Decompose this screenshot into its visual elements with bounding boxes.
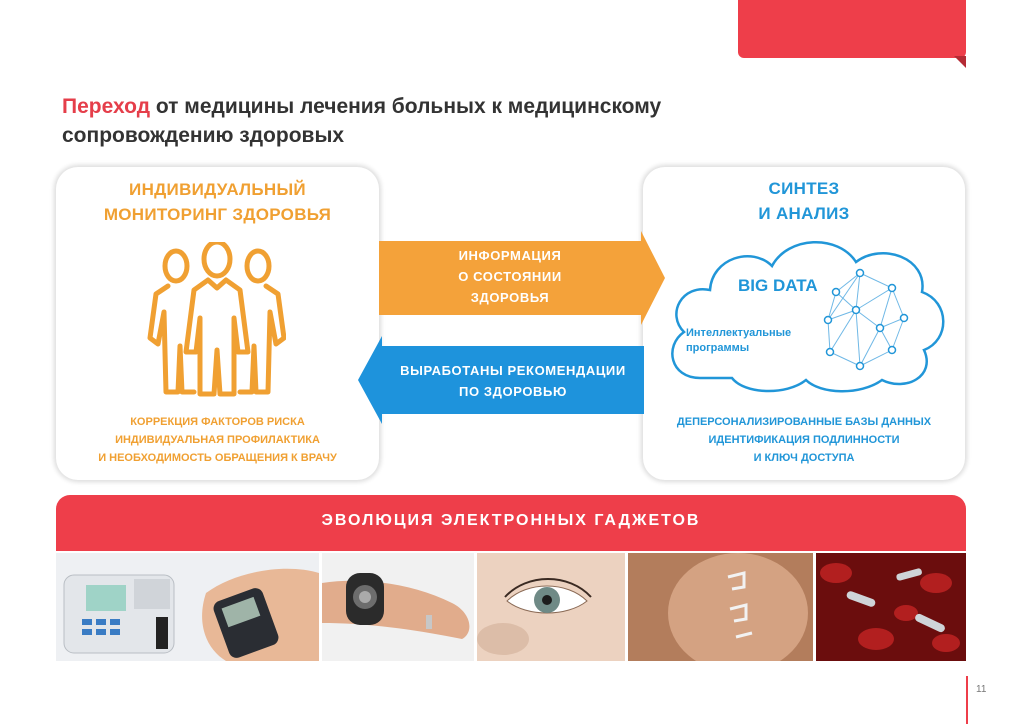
health-info-arrow-label bbox=[379, 245, 641, 308]
page-number: 11 bbox=[976, 684, 987, 695]
cloud-icon bbox=[660, 228, 950, 398]
analysis-heading bbox=[643, 176, 965, 226]
intelligent-programs-label: Интеллектуальные программы bbox=[686, 327, 792, 354]
photo-eye-lens bbox=[477, 553, 625, 661]
big-data-label: BIG DATA bbox=[738, 276, 818, 295]
monitoring-panel bbox=[56, 167, 379, 480]
analysis-foot-line3: И КЛЮЧ ДОСТУПА bbox=[753, 452, 855, 464]
slide-title bbox=[62, 92, 802, 150]
photo-analyzer-glucometer bbox=[56, 553, 319, 661]
photo-wrist-device bbox=[322, 553, 474, 661]
top-tab-fold bbox=[954, 56, 966, 68]
monitoring-heading bbox=[56, 177, 379, 227]
top-tab-decoration bbox=[738, 0, 966, 58]
monitoring-heading-line1: ИНДИВИДУАЛЬНЫЙ bbox=[129, 180, 306, 199]
monitoring-foot-line3: И НЕОБХОДИМОСТЬ ОБРАЩЕНИЯ К ВРАЧУ bbox=[98, 452, 337, 464]
analysis-heading-line1: СИНТЕЗ bbox=[768, 179, 840, 198]
analysis-foot-line1: ДЕПЕРСОНАЛИЗИРОВАННЫЕ БАЗЫ ДАННЫХ bbox=[676, 416, 932, 428]
analysis-foot bbox=[643, 413, 965, 467]
people-group-icon bbox=[146, 242, 286, 402]
gadgets-band bbox=[56, 495, 966, 551]
health-info-line3: ЗДОРОВЬЯ bbox=[470, 290, 550, 305]
recommendations-line1: ВЫРАБОТАНЫ РЕКОМЕНДАЦИИ bbox=[400, 363, 626, 378]
recommendations-line2: ПО ЗДОРОВЬЮ bbox=[459, 384, 567, 399]
health-info-line2: О СОСТОЯНИИ bbox=[458, 269, 562, 284]
monitoring-heading-line2: МОНИТОРИНГ ЗДОРОВЬЯ bbox=[103, 205, 332, 224]
health-info-line1: ИНФОРМАЦИЯ bbox=[458, 248, 562, 263]
monitoring-foot bbox=[56, 413, 379, 467]
analysis-heading-line2: И АНАЛИЗ bbox=[758, 204, 850, 223]
analysis-foot-line2: ИДЕНТИФИКАЦИЯ ПОДЛИННОСТИ bbox=[708, 434, 900, 446]
photo-skin-sensor bbox=[628, 553, 813, 661]
title-accent: Переход bbox=[62, 95, 151, 118]
title-rest: от медицины лечения больных к медицинскому сопровождению здоровых bbox=[62, 95, 662, 147]
page-number-rule bbox=[966, 676, 968, 724]
monitoring-foot-line1: КОРРЕКЦИЯ ФАКТОРОВ РИСКА bbox=[130, 416, 305, 428]
monitoring-foot-line2: ИНДИВИДУАЛЬНАЯ ПРОФИЛАКТИКА bbox=[115, 434, 320, 446]
gadgets-band-title: ЭВОЛЮЦИЯ ЭЛЕКТРОННЫХ ГАДЖЕТОВ bbox=[321, 512, 701, 529]
photo-nanobots-blood bbox=[816, 553, 966, 661]
recommendations-arrow-label bbox=[382, 360, 644, 402]
